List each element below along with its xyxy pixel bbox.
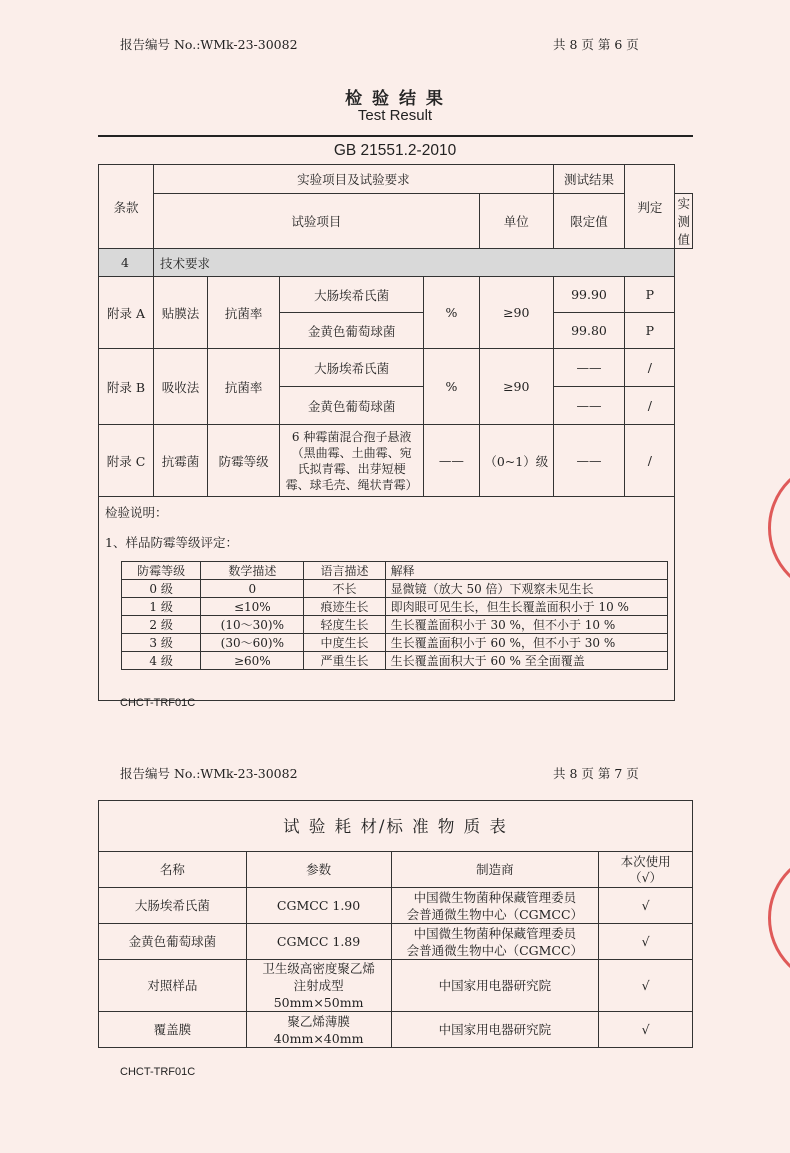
appendix-b-limit: ≥90 [479, 349, 553, 425]
notes-title: 检验说明： [105, 505, 168, 520]
appendix-a-unit: % [424, 277, 480, 349]
header-maker: 制造商 [391, 852, 599, 888]
appendix-a-strain-2: 金黄色葡萄球菌 [280, 313, 424, 349]
mold-grade-cell: 轻度生长 [304, 616, 385, 634]
table-row [99, 425, 693, 497]
appendix-a-limit: ≥90 [479, 277, 553, 349]
mold-grade-row [122, 616, 668, 634]
appendix-b-method: 吸收法 [154, 349, 208, 425]
mold-grade-cell: 0 [201, 580, 304, 598]
page-1-footer: CHCT-TRF01C [120, 697, 196, 709]
consumable-name [99, 1012, 247, 1048]
page-indicator: 共 8 页 第 7 页 [553, 766, 639, 781]
consumable-maker [391, 1012, 599, 1048]
appendix-c-item [280, 425, 424, 497]
appendix-c-value: —— [553, 425, 624, 497]
consumable-maker-line: 中国微生物菌种保藏管理委员 [413, 889, 577, 905]
header-used-line: 本次使用 [620, 853, 671, 869]
header-limit: 限定值 [553, 194, 624, 249]
consumable-maker-line: 中国微生物菌种保藏管理委员 [413, 925, 577, 941]
table-row [99, 277, 693, 313]
report-number: 报告编号 No.:WMk-23-30082 [120, 766, 298, 781]
mold-grade-cell: 生长覆盖面积大于 60 % 至全面覆盖 [385, 652, 668, 670]
mold-grade-row [122, 634, 668, 652]
consumable-used [599, 888, 693, 924]
mold-grade-cell: 严重生长 [304, 652, 385, 670]
header-item-requirements: 实验项目及试验要求 [154, 165, 554, 194]
red-seal-stamp [768, 460, 790, 596]
appendix-a-strain-1: 大肠埃希氏菌 [280, 277, 424, 313]
page-title-cn: 检 验 结 果 [345, 89, 445, 109]
consumable-name [99, 960, 247, 1012]
consumable-param-line: 聚乙烯薄膜 [287, 1013, 350, 1029]
report-number: 报告编号 No.:WMk-23-30082 [120, 37, 298, 52]
appendix-c-item-line: （黑曲霉、土曲霉、宛 [291, 445, 412, 460]
mold-grade-cell: 中度生长 [304, 634, 385, 652]
appendix-b-verdict-1: / [625, 349, 675, 387]
table-row [99, 924, 693, 960]
page-2-footer: CHCT-TRF01C [120, 1066, 196, 1078]
appendix-c-item-line: 6 种霉菌混合孢子悬液 [291, 429, 412, 444]
consumable-param-line: CGMCC 1.90 [276, 898, 361, 913]
table-row [99, 960, 693, 1012]
appendix-a-property: 抗菌率 [208, 277, 280, 349]
mold-grade-row [122, 598, 668, 616]
mold-grade-row [122, 580, 668, 598]
test-result-table [98, 164, 693, 701]
consumable-maker-line: 会普通微生物中心（CGMCC） [406, 906, 584, 922]
appendix-a-verdict-1: P [625, 277, 675, 313]
consumables-table [98, 800, 693, 1048]
appendix-b-verdict-2: / [625, 387, 675, 425]
header-unit: 单位 [479, 194, 553, 249]
header-name: 名称 [99, 852, 247, 888]
appendix-c-limit: （0~1）级 [479, 425, 553, 497]
section-number: 4 [99, 249, 154, 277]
consumable-name-line: 大肠埃希氏菌 [134, 898, 210, 913]
consumable-used [599, 960, 693, 1012]
mold-grade-cell: 显微镜（放大 50 倍）下观察未见生长 [385, 580, 668, 598]
mold-grade-cell: ≥60% [201, 652, 304, 670]
appendix-b-clause: 附录 B [99, 349, 154, 425]
red-seal-stamp [768, 850, 790, 986]
consumable-param-line: CGMCC 1.89 [276, 934, 361, 949]
notes-section [99, 497, 675, 701]
consumable-name [99, 888, 247, 924]
mold-grade-cell: 生长覆盖面积小于 60 %，但不小于 30 % [385, 634, 668, 652]
appendix-a-verdict-2: P [625, 313, 675, 349]
mold-grade-table [121, 561, 668, 670]
mold-grade-cell: (30～60)% [201, 634, 304, 652]
appendix-c-method: 抗霉菌 [154, 425, 208, 497]
notes-item: 1、样品防霉等级评定： [105, 535, 238, 550]
consumable-used-line: √ [641, 1022, 650, 1037]
consumable-param-line: 50mm×50mm [273, 995, 364, 1010]
mold-grade-cell: ≤10% [201, 598, 304, 616]
header-verdict: 判定 [625, 165, 675, 249]
mold-header-cell: 解释 [385, 562, 668, 580]
header-clause: 条款 [99, 165, 154, 249]
mold-grade-cell: 1 级 [122, 598, 201, 616]
mold-grade-cell: (10～30)% [201, 616, 304, 634]
table-row [99, 1012, 693, 1048]
table-row [99, 349, 693, 387]
mold-grade-cell: 3 级 [122, 634, 201, 652]
header-measured: 实测值 [675, 194, 693, 249]
appendix-b-property: 抗菌率 [208, 349, 280, 425]
consumable-name-line: 对照样品 [147, 978, 198, 993]
consumable-used-line: √ [641, 978, 650, 993]
mold-grade-cell: 不长 [304, 580, 385, 598]
appendix-b-strain-1: 大肠埃希氏菌 [280, 349, 424, 387]
consumable-param-line: 卫生级高密度聚乙烯 [262, 961, 375, 976]
mold-grade-cell: 2 级 [122, 616, 201, 634]
appendix-b-strain-2: 金黄色葡萄球菌 [280, 387, 424, 425]
section-row [99, 249, 693, 277]
section-name: 技术要求 [154, 249, 675, 277]
header-param: 参数 [246, 852, 391, 888]
mold-grade-cell: 痕迹生长 [304, 598, 385, 616]
appendix-c-item-line: 氏拟青霉、出芽短梗 [297, 461, 406, 476]
appendix-a-method: 贴膜法 [154, 277, 208, 349]
mold-header-cell: 数学描述 [201, 562, 304, 580]
consumable-used [599, 1012, 693, 1048]
mold-grade-cell: 生长覆盖面积小于 30 %，但不小于 10 % [385, 616, 668, 634]
mold-grade-cell: 0 级 [122, 580, 201, 598]
appendix-c-item-line: 霉、球毛壳、绳状青霉） [285, 477, 418, 492]
appendix-b-value-1: —— [553, 349, 624, 387]
header-test-result: 测试结果 [553, 165, 624, 194]
consumable-name [99, 924, 247, 960]
page-title-en: Test Result [357, 107, 433, 124]
title-divider [98, 135, 693, 137]
consumable-name-line: 覆盖膜 [153, 1022, 192, 1037]
appendix-c-property: 防霉等级 [208, 425, 280, 497]
consumable-maker-line: 中国家用电器研究院 [438, 978, 552, 993]
consumables-title: 试 验 耗 材/标 准 物 质 表 [99, 801, 693, 852]
consumable-used-line: √ [641, 934, 650, 949]
consumable-maker-line: 会普通微生物中心（CGMCC） [406, 942, 584, 958]
consumable-param [246, 1012, 391, 1048]
mold-grade-cell: 4 级 [122, 652, 201, 670]
consumable-maker [391, 924, 599, 960]
consumable-used [599, 924, 693, 960]
appendix-c-clause: 附录 C [99, 425, 154, 497]
consumable-param-line: 注射成型 [293, 978, 344, 993]
table-row [99, 888, 693, 924]
header-used [599, 852, 693, 888]
consumable-maker [391, 960, 599, 1012]
mold-grade-row [122, 652, 668, 670]
appendix-b-value-2: —— [553, 387, 624, 425]
appendix-b-unit: % [424, 349, 480, 425]
appendix-c-verdict: / [625, 425, 675, 497]
standard-number: GB 21551.2-2010 [333, 142, 457, 159]
mold-header-cell: 语言描述 [304, 562, 385, 580]
appendix-c-unit: —— [424, 425, 480, 497]
header-used-line: （√） [629, 869, 663, 885]
mold-header-cell: 防霉等级 [122, 562, 201, 580]
consumable-name-line: 金黄色葡萄球菌 [128, 934, 217, 949]
appendix-a-value-1: 99.90 [553, 277, 624, 313]
consumable-param [246, 924, 391, 960]
page-indicator: 共 8 页 第 6 页 [553, 37, 639, 52]
consumable-used-line: √ [641, 898, 650, 913]
consumable-param-line: 40mm×40mm [273, 1030, 364, 1046]
consumable-maker [391, 888, 599, 924]
mold-grade-cell: 即肉眼可见生长，但生长覆盖面积小于 10 % [385, 598, 668, 616]
consumable-param [246, 960, 391, 1012]
mold-header-row [122, 562, 668, 580]
header-test-item: 试验项目 [154, 194, 480, 249]
consumable-param [246, 888, 391, 924]
appendix-a-value-2: 99.80 [553, 313, 624, 349]
consumable-maker-line: 中国家用电器研究院 [438, 1022, 552, 1037]
appendix-a-clause: 附录 A [99, 277, 154, 349]
